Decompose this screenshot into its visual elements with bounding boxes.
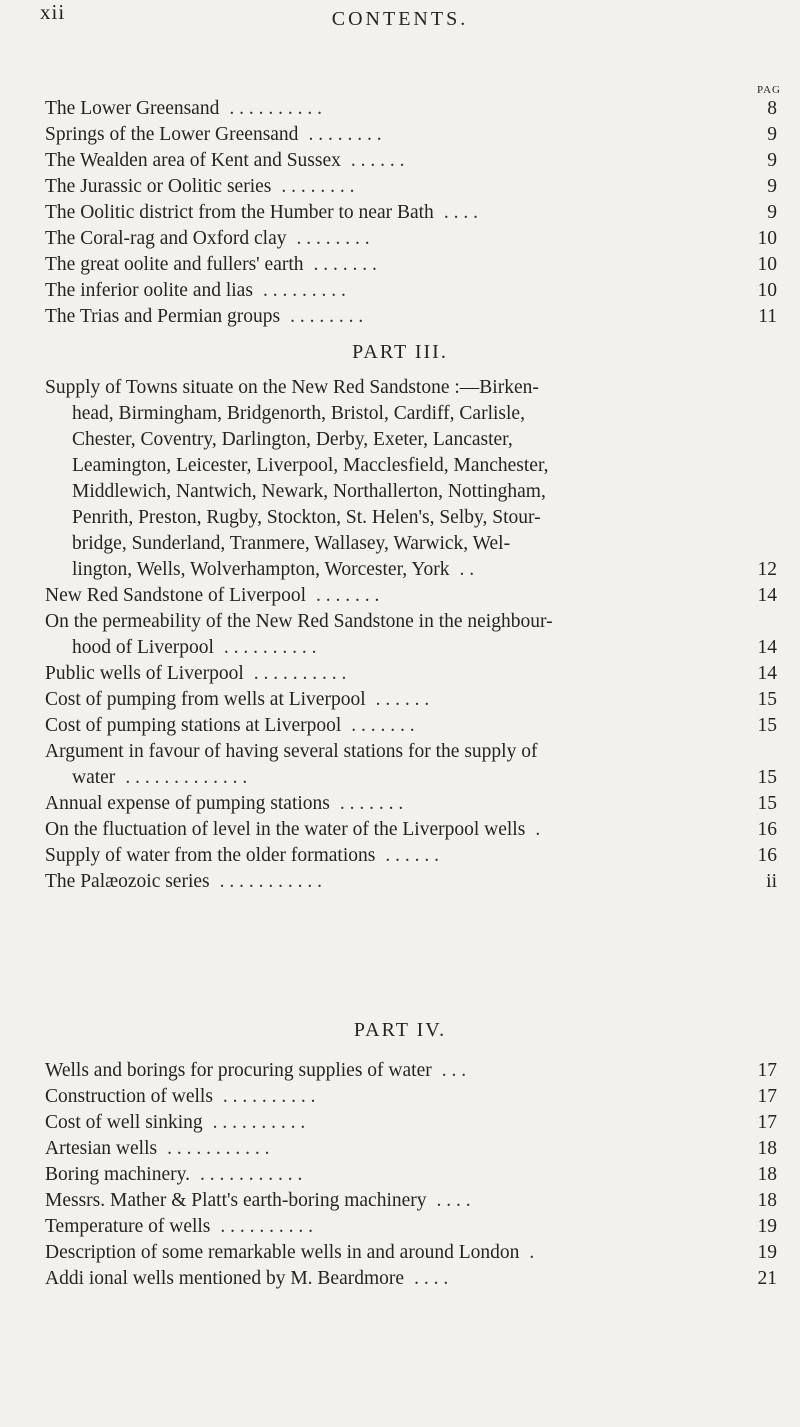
toc-entry-line: [45, 1058, 777, 1084]
dot-leader: .: [535, 819, 541, 840]
toc-entry-text: Construction of wells: [45, 1086, 213, 1107]
toc-entry: [45, 278, 777, 304]
toc-entry: [45, 687, 777, 713]
toc-entry-text: head, Birmingham, Bridgenorth, Bristol, Cardiff, Carlisle,: [72, 403, 525, 424]
page-number: 18: [757, 1138, 777, 1159]
toc-entry-list: [45, 375, 777, 895]
toc-entry: [45, 252, 777, 278]
dot-leader: . . . . . .: [385, 845, 439, 866]
page-number: 10: [757, 280, 777, 301]
toc-entry: [45, 661, 777, 687]
dot-leader: . . . .: [414, 1268, 449, 1289]
toc-entry-text: Argument in favour of having several stations for the supply of: [45, 741, 538, 762]
page-number: 18: [757, 1190, 777, 1211]
dot-leader: . . . . . . . . . .: [212, 1112, 306, 1133]
toc-entry-line: [45, 304, 777, 330]
page-number: 9: [767, 176, 777, 197]
toc-entry: [45, 1136, 777, 1162]
toc-entry-text: Cost of pumping stations at Liverpool: [45, 715, 342, 736]
running-head: [0, 0, 800, 40]
dot-leader: . . . . . . .: [339, 793, 404, 814]
toc-entry-text: The Lower Greensand: [45, 98, 220, 119]
toc-entry-line: [45, 96, 777, 122]
toc-entry: [45, 226, 777, 252]
toc-entry-text: Annual expense of pumping stations: [45, 793, 330, 814]
toc-entry-text: Chester, Coventry, Darlington, Derby, Exeter, Lancaster,: [72, 429, 513, 450]
toc-entry-text: The Oolitic district from the Humber to near Bath: [45, 202, 434, 223]
toc-entry-list: [45, 96, 777, 330]
toc-entry-text: On the permeability of the New Red Sandstone in the neighbour-: [45, 611, 553, 632]
toc-entry-text: Penrith, Preston, Rugby, Stockton, St. Helen's, Selby, Stour-: [72, 507, 541, 528]
toc-entry-line: [45, 1266, 777, 1292]
dot-leader: . . .: [441, 1060, 467, 1081]
toc-entry-line: [45, 1162, 777, 1188]
dot-leader: . . . . . .: [375, 689, 430, 710]
toc-entry: [45, 375, 777, 583]
toc-entry: [45, 791, 777, 817]
page-number: 17: [757, 1060, 777, 1081]
toc-entry-line: [45, 278, 777, 304]
toc-entry-line: [45, 791, 777, 817]
page-number: ii: [766, 871, 777, 892]
toc-entry-text: The Coral-rag and Oxford clay: [45, 228, 287, 249]
toc-entry-text: Artesian wells: [45, 1138, 158, 1159]
page-number: 16: [757, 845, 777, 866]
toc-entry-list: [45, 1058, 777, 1292]
page-folio: xii: [40, 0, 66, 24]
toc-entry-text: Wells and borings for procuring supplies of water: [45, 1060, 432, 1081]
toc-entry-text: The great oolite and fullers' earth: [45, 254, 304, 275]
dot-leader: . . . .: [443, 202, 478, 223]
toc-entry-text: water: [72, 767, 116, 788]
dot-leader: . . . . . . . . . . .: [199, 1164, 303, 1185]
toc-entry: [45, 1214, 777, 1240]
toc-entry-line: [45, 1110, 777, 1136]
dot-leader: . . . . . . . . . . . . .: [125, 767, 248, 788]
toc-entry-line: [45, 226, 777, 252]
page-number: 14: [757, 663, 777, 684]
toc-entry-line: [45, 765, 777, 791]
toc-entry-line: [45, 713, 777, 739]
toc-entry-text: Cost of well sinking: [45, 1112, 203, 1133]
dot-leader: . . . . . . . .: [296, 228, 370, 249]
toc-entry: [45, 304, 777, 330]
dot-leader: . . . . . . . .: [281, 176, 355, 197]
dot-leader: . . . .: [436, 1190, 471, 1211]
toc-entry-text: Public wells of Liverpool: [45, 663, 244, 684]
page-number: 15: [757, 767, 777, 788]
page-number: 15: [757, 793, 777, 814]
toc-entry-line: [45, 200, 777, 226]
toc-entry: [45, 817, 777, 843]
dot-leader: . . . . . .: [350, 150, 405, 171]
page-number: 8: [767, 98, 777, 119]
toc-entry: [45, 1058, 777, 1084]
toc-entry-text: Supply of water from the older formations: [45, 845, 376, 866]
toc-entry-text: The Jurassic or Oolitic series: [45, 176, 272, 197]
toc-entry: [45, 1110, 777, 1136]
toc-entry-line: [45, 122, 777, 148]
page-column-label: PAG: [757, 84, 781, 96]
page-number: 17: [757, 1112, 777, 1133]
dot-leader: . . . . . . . . . .: [220, 1216, 314, 1237]
toc-entry-line: [45, 148, 777, 174]
toc-entry-text: lington, Wells, Wolverhampton, Worcester, York: [72, 559, 450, 580]
toc-entry-text: The Trias and Permian groups: [45, 306, 281, 327]
part-iii-heading: PART III.: [352, 341, 448, 363]
toc-entry: [45, 869, 777, 895]
toc-entry-text: New Red Sandstone of Liverpool: [45, 585, 307, 606]
toc-entry-text: Messrs. Mather & Platt's earth-boring machinery: [45, 1190, 427, 1211]
toc-entry: [45, 1084, 777, 1110]
toc-entry-line: [45, 869, 777, 895]
toc-entry-text: The inferior oolite and lias: [45, 280, 253, 301]
toc-entry-line: [45, 635, 777, 661]
toc-entry: [45, 843, 777, 869]
page-number: 9: [767, 202, 777, 223]
dot-leader: . .: [459, 559, 475, 580]
page-number: 19: [757, 1242, 777, 1263]
toc-entry-line: [45, 1188, 777, 1214]
dot-leader: . . . . . . . . . .: [253, 663, 347, 684]
dot-leader: . . . . . . .: [313, 254, 377, 275]
dot-leader: . . . . . . . . . . .: [167, 1138, 270, 1159]
page-number: 21: [757, 1268, 777, 1289]
dot-leader: . . . . . . . . . .: [229, 98, 322, 119]
dot-leader: . . . . . . . . . .: [223, 637, 317, 658]
page-number: 15: [757, 689, 777, 710]
dot-leader: . . . . . . .: [351, 715, 415, 736]
toc-entry: [45, 739, 777, 791]
dot-leader: .: [529, 1242, 535, 1263]
toc-entry-text: hood of Liverpool: [72, 637, 214, 658]
page-number: 14: [757, 637, 777, 658]
toc-entry-line: [45, 817, 777, 843]
toc-entry-text: Temperature of wells: [45, 1216, 211, 1237]
toc-entry-line: [45, 687, 777, 713]
toc-entry-text: Supply of Towns situate on the New Red Sandstone :—Birken-: [45, 377, 539, 398]
toc-entry-text: Leamington, Leicester, Liverpool, Macclesfield, Manchester,: [72, 455, 549, 476]
toc-entry-line: [45, 843, 777, 869]
toc-entry: [45, 1188, 777, 1214]
toc-entry-text: Addi ional wells mentioned by M. Beardmore: [45, 1268, 405, 1289]
toc-entry: [45, 200, 777, 226]
toc-entry: [45, 122, 777, 148]
toc-entry-line: [45, 1136, 777, 1162]
toc-entry-line: [45, 661, 777, 687]
toc-entry-text: The Palæozoic series: [45, 871, 210, 892]
toc-entry-line: [45, 1240, 777, 1266]
toc-entry-line: [45, 252, 777, 278]
dot-leader: . . . . . . . .: [308, 124, 382, 145]
toc-entry-text: Springs of the Lower Greensand: [45, 124, 299, 145]
toc-entry: [45, 609, 777, 661]
toc-entry-text: On the fluctuation of level in the water of the Liverpool wells: [45, 819, 526, 840]
toc-entry: [45, 583, 777, 609]
running-title: CONTENTS.: [331, 8, 469, 30]
toc-entry-line: [45, 174, 777, 200]
page-number: 14: [757, 585, 777, 606]
toc-entry-text: bridge, Sunderland, Tranmere, Wallasey, Warwick, Wel-: [72, 533, 511, 554]
page-number: 19: [757, 1216, 777, 1237]
toc-entry: [45, 1240, 777, 1266]
page-number: 15: [757, 715, 777, 736]
toc-entry: [45, 713, 777, 739]
toc-entry-text: Description of some remarkable wells in and around London: [45, 1242, 520, 1263]
page-number: 18: [757, 1164, 777, 1185]
toc-entry: [45, 1162, 777, 1188]
toc-entry-text: The Wealden area of Kent and Sussex: [45, 150, 341, 171]
toc-entry-text: Cost of pumping from wells at Liverpool: [45, 689, 366, 710]
toc-entry-line: [45, 1084, 777, 1110]
toc-entry-text: Middlewich, Nantwich, Newark, Northallerton, Nottingham,: [72, 481, 546, 502]
page-number: 17: [757, 1086, 777, 1107]
toc-entry-text: Boring machinery.: [45, 1164, 190, 1185]
page-number: 9: [767, 124, 777, 145]
page-number: 12: [757, 559, 777, 580]
toc-entry-line: [45, 583, 777, 609]
dot-leader: . . . . . . .: [316, 585, 380, 606]
part-iv-heading: PART IV.: [353, 1019, 447, 1041]
dot-leader: . . . . . . . . .: [262, 280, 346, 301]
dot-leader: . . . . . . . . . . .: [219, 871, 322, 892]
toc-entry: [45, 148, 777, 174]
toc-entry-line: [45, 1214, 777, 1240]
toc-entry: [45, 96, 777, 122]
page-number: 10: [757, 228, 777, 249]
page-number: 9: [767, 150, 777, 171]
page-number: 11: [758, 306, 777, 327]
toc-entry: [45, 174, 777, 200]
page-number: 16: [757, 819, 777, 840]
toc-entry: [45, 1266, 777, 1292]
page-number: 10: [757, 254, 777, 275]
dot-leader: . . . . . . . .: [290, 306, 364, 327]
toc-entry-line: [45, 557, 777, 583]
dot-leader: . . . . . . . . . .: [222, 1086, 316, 1107]
